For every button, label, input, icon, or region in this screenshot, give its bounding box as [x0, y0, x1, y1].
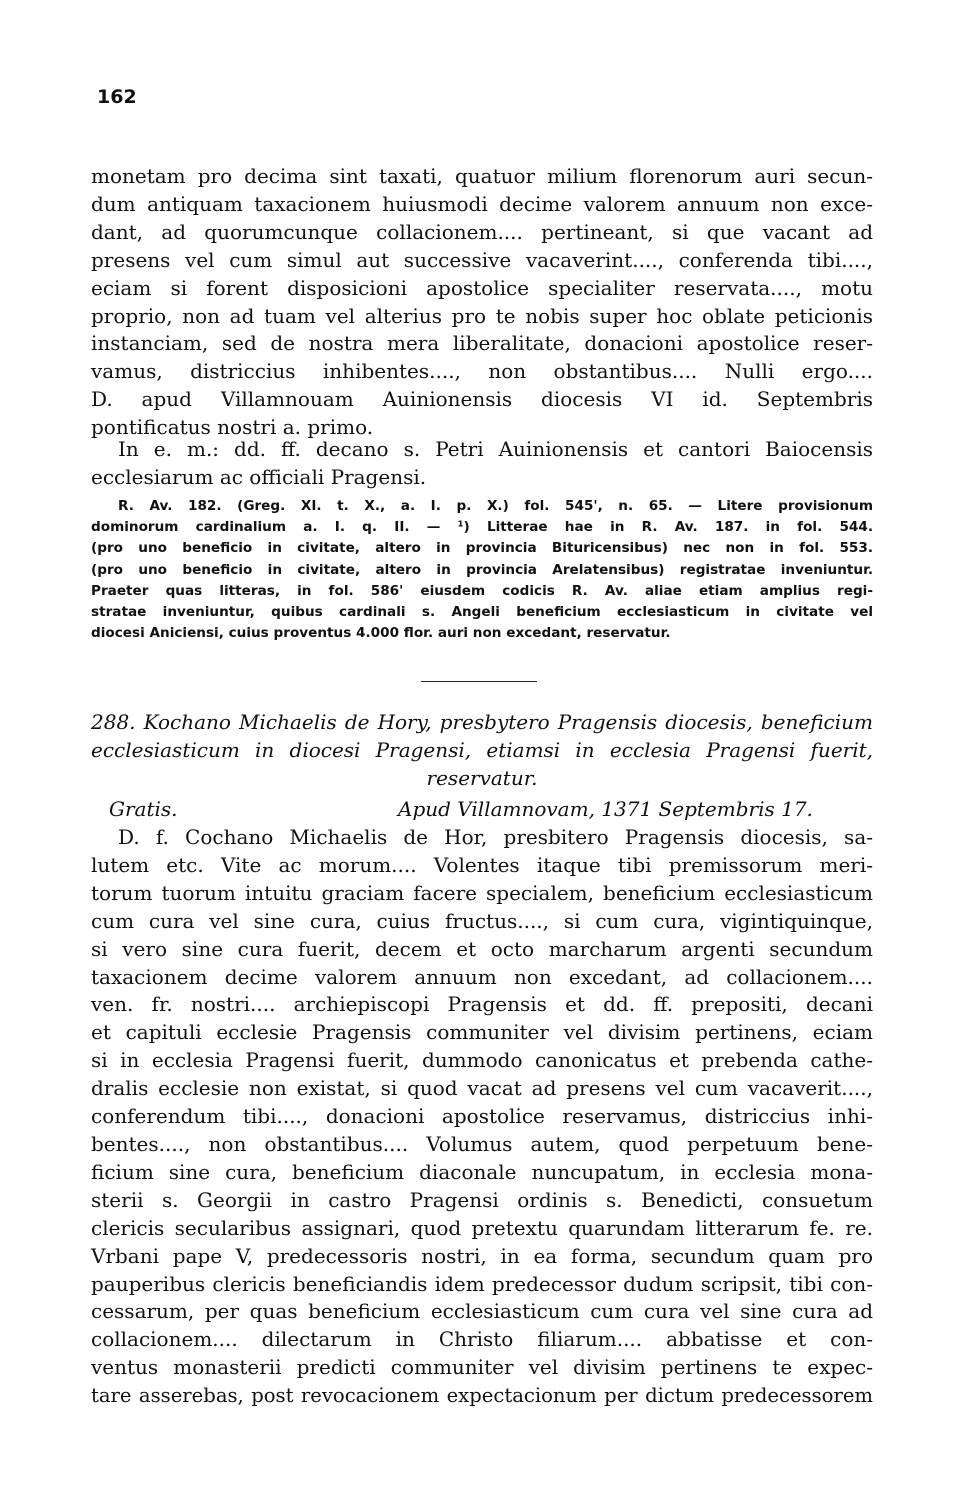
footnote-line: stratae inveniuntur, quibus cardinali s. Angeli beneficium ecclesiasticum in civitate vel: [91, 604, 873, 621]
text-line: collacionem.... dilectarum in Christo filiarum.... abbatisse et con-: [91, 1327, 873, 1352]
text-line: D. apud Villamnouam Auinionensis diocesis VI id. Septembris: [91, 387, 873, 412]
text-line: ventus monasterii predicti communiter vel divisim pertinens te expec-: [91, 1355, 873, 1380]
heading-line: reservatur.: [426, 766, 538, 790]
footnote-line: diocesi Aniciensi, cuius proventus 4.000 flor. auri non excedant, reservatur.: [91, 625, 671, 642]
text-line: si in ecclesia Pragensi fuerit, dummodo canonicatus et prebenda cathe-: [91, 1048, 873, 1073]
text-line: Vrbani pape V, predecessoris nostri, in ea forma, secundum quam pro: [91, 1243, 873, 1268]
footnote-line: (pro uno beneficio in civitate, altero in provincia Arelatensibus) registratae inveniuntur.: [91, 561, 873, 578]
section-divider: [421, 681, 537, 682]
text-line: D. f. Cochano Michaelis de Hor, presbitero Pragensis diocesis, sa-: [118, 825, 873, 849]
text-line: dant, ad quorumcunque collacionem.... pertineant, si que vacant ad: [91, 219, 873, 244]
text-line: eciam si forent disposicioni apostolice specialiter reservata...., motu: [91, 275, 873, 300]
text-line: clericis secularibus assignari, quod pretextu quarundam litterarum fe. re.: [91, 1215, 873, 1240]
address-paragraph: [91, 436, 873, 492]
heading-line: ecclesiasticum in diocesi Pragensi, etiamsi in ecclesia Pragensi fuerit,: [91, 738, 873, 762]
text-line: si vero sine cura fuerit, decem et octo marcharum argenti secundum: [91, 936, 873, 961]
text-line: presens vel cum simul aut successive vacaverint...., conferenda tibi....,: [91, 247, 873, 272]
text-line: lutem etc. Vite ac morum.... Volentes itaque tibi premissorum meri-: [91, 852, 873, 877]
footnote-line: Praeter quas litteras, in fol. 586' eiusdem codicis R. Av. aliae etiam amplius regi-: [91, 582, 873, 599]
text-line: et capituli ecclesie Pragensis communiter vel divisim pertinens, eciam: [91, 1020, 873, 1045]
entry-dateline: [91, 795, 873, 823]
text-line: In e. m.: dd. ff. decano s. Petri Auinionensis et cantori Baiocensis: [118, 437, 873, 461]
text-line: taxacionem decime valorem annuum non excedant, ad collacionem....: [91, 964, 873, 989]
text-line: pontificatus nostri a. primo.: [91, 415, 374, 440]
entry-heading: [91, 708, 873, 792]
text-line: cum cura vel sine cura, cuius fructus...., si cum cura, vigintiquinque,: [91, 908, 873, 933]
footnote-line: dominorum cardinalium a. I. q. II. — ¹) Litterae hae in R. Av. 187. in fol. 544.: [91, 519, 873, 536]
text-line: ven. fr. nostri.... archiepiscopi Pragensis et dd. ff. prepositi, decani: [91, 992, 873, 1017]
text-line: sterii s. Georgii in castro Pragensi ordinis s. Benedicti, consuetum: [91, 1187, 873, 1212]
text-line: cessarum, per quas beneficium ecclesiasticum cum cura vel sine cura ad: [91, 1299, 873, 1324]
text-line: dum antiquam taxacionem huiusmodi decime valorem annuum non exce-: [91, 191, 873, 216]
gratis-label: Gratis.: [109, 797, 178, 821]
entry-body: [91, 824, 873, 1410]
text-line: ecclesiarum ac officiali Pragensi.: [91, 464, 427, 489]
text-line: pauperibus clericis beneficiandis idem predecessor dudum scripsit, tibi con-: [91, 1271, 873, 1296]
text-line: monetam pro decima sint taxati, quatuor milium florenorum auri secun-: [91, 164, 873, 188]
footnotes: [91, 496, 873, 644]
date-place: Apud Villamnovam, 1371 Septembris 17.: [398, 797, 813, 821]
text-line: tare asserebas, post revocacionem expectacionum per dictum predecessorem: [91, 1384, 873, 1408]
text-line: conferendum tibi...., donacioni apostolice reservamus, districcius inhi-: [91, 1104, 873, 1129]
body-paragraph-continued: [91, 163, 873, 442]
footnote-line: R. Av. 182. (Greg. XI. t. X., a. I. p. X.) fol. 545', n. 65. — Litere provisionum: [118, 498, 873, 514]
page-number: 162: [97, 86, 137, 108]
text-line: instanciam, sed de nostra mera liberalitate, donacioni apostolice reser-: [91, 331, 873, 356]
text-line: torum tuorum intuitu graciam facere specialem, beneficium ecclesiasticum: [91, 880, 873, 905]
text-line: dralis ecclesie non existat, si quod vacat ad presens vel cum vacaverit....,: [91, 1076, 873, 1101]
heading-line: 288. Kochano Michaelis de Hory, presbytero Pragensis diocesis, beneficium: [91, 710, 873, 734]
text-line: bentes...., non obstantibus.... Volumus autem, quod perpetuum bene-: [91, 1131, 873, 1156]
text-line: vamus, districcius inhibentes...., non obstantibus.... Nulli ergo....: [91, 359, 873, 384]
footnote-line: (pro uno beneficio in civitate, altero in provincia Bituricensibus) nec non in fol. 553.: [91, 540, 873, 557]
text-line: proprio, non ad tuam vel alterius pro te nobis super hoc oblate peticionis: [91, 303, 873, 328]
text-line: ficium sine cura, beneficium diaconale nuncupatum, in ecclesia mona-: [91, 1159, 873, 1184]
